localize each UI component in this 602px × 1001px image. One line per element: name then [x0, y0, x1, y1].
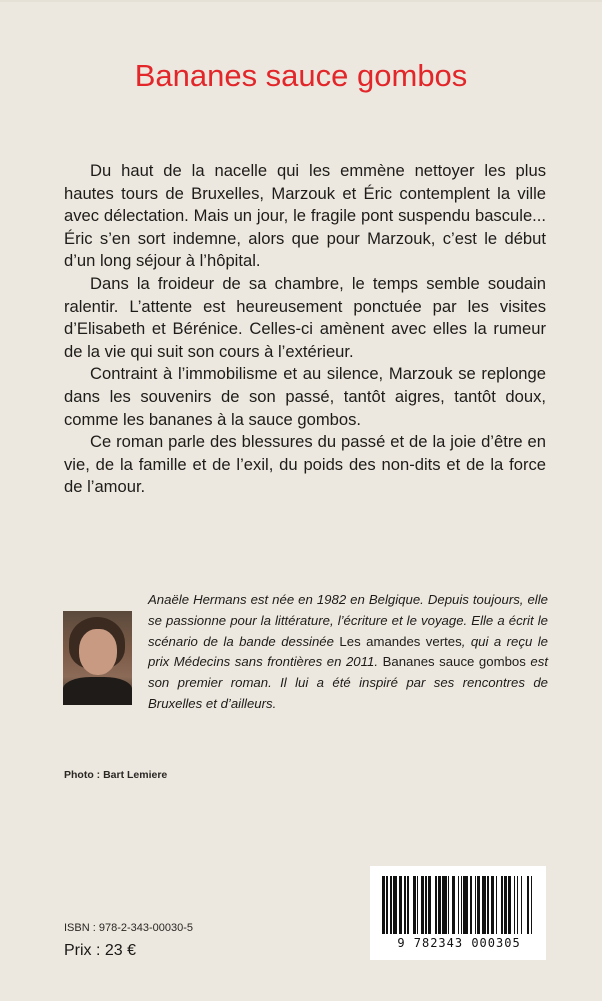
author-bio [148, 590, 548, 715]
isbn: ISBN : 978-2-343-00030-5 [64, 922, 194, 934]
blurb-paragraph-1: Du haut de la nacelle qui les emmène nettoyer les plus hautes tours de Bruxelles, Marzouk et Éric contemplent la ville avec délectation. Mais un jour, le fragile pont suspendu bascule... Éric s’en sort indemne, alors que pour Marzouk, c’est le début d’un long séjour à l’hôpital. [64, 161, 546, 271]
bio-book-1: Les amandes vertes [339, 633, 462, 649]
paper-edge [0, 0, 602, 2]
author-photo [63, 611, 132, 705]
price: Prix : 23 € [64, 942, 137, 959]
author-photo-face [79, 629, 117, 675]
book-title: Bananes sauce gombos [134, 58, 468, 93]
author-photo-body [63, 677, 132, 705]
barcode-space [532, 876, 533, 934]
back-cover-blurb [64, 160, 546, 499]
bio-book-2: Bananes sauce gombos [382, 654, 526, 670]
blurb-paragraph-3: Contraint à l’immobilisme et au silence, Marzouk se replonge dans les souvenirs de son passé, tantôt aigres, tantôt doux, comme les bananes à la sauce gombos. [64, 364, 546, 429]
bio-part-3: est son premier roman. Il lui a été inspiré par ses rencontres de Bruxelles et d’ailleurs. [148, 654, 548, 711]
barcode-number: 9 782343 000305 [397, 936, 521, 950]
blurb-paragraph-2: Dans la froideur de sa chambre, le temps semble soudain ralentir. L’attente est heureusement ponctuée par les visites d’Elisabeth et Bérénice. Celles-ci amènent avec elles la rumeur de la vie qui suit son cours à l’extérieur. [64, 273, 546, 361]
barcode-bars [382, 876, 534, 934]
bio-part-2: , qui a reçu le prix Médecins sans frontières en 2011. [148, 633, 548, 670]
photo-credit: Photo : Bart Lemiere [64, 769, 168, 781]
blurb-paragraph-4: Ce roman parle des blessures du passé et de la joie d’être en vie, de la famille et de l’exil, du poids des non-dits et de la force de l’amour. [64, 432, 546, 497]
bio-part-1: Anaële Hermans est née en 1982 en Belgique. Depuis toujours, elle se passionne pour la littérature, l’écriture et le voyage. Elle a écrit le scénario de la bande dessinée [148, 592, 548, 649]
barcode [370, 866, 546, 960]
